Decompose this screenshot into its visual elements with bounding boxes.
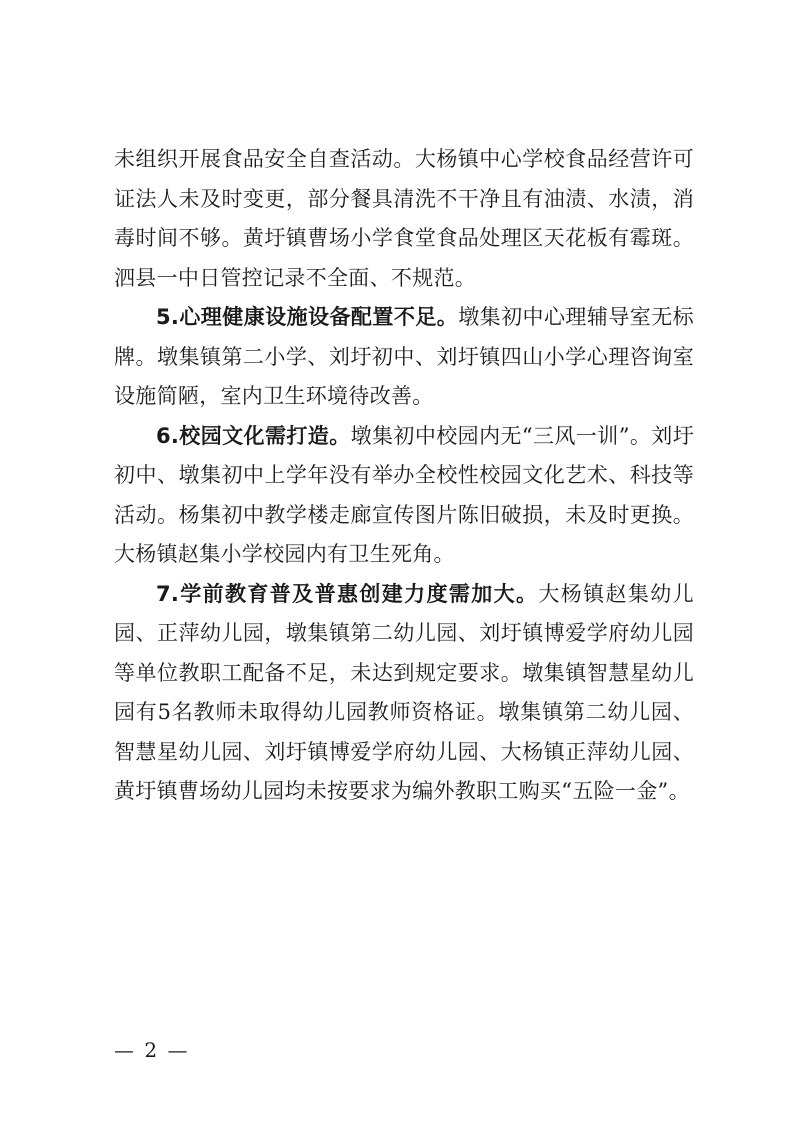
paragraph-item-6 [114,417,694,575]
paragraph-text: 墩集初中心理辅导室无标牌。墩集镇第二小学、刘圩初中、刘圩镇四山小学心理咨询室设施简陋，室内卫生环境待改善。 [114,305,694,408]
paragraph-heading: 7.学前教育普及普惠创建力度需加大。 [156,581,539,606]
paragraph-continuation [114,140,694,298]
paragraph-item-5 [114,298,694,417]
paragraph-heading: 6.校园文化需打造。 [156,423,351,448]
paragraph-text: 大杨镇赵集幼儿园、正萍幼儿园，墩集镇第二幼儿园、刘圩镇博爱学府幼儿园等单位教职工配备不足，未达到规定要求。墩集镇智慧星幼儿园有5名教师未取得幼儿园教师资格证。墩集镇第二幼儿园、智慧星幼儿园、刘圩镇博爱学府幼儿园、大杨镇正萍幼儿园、黄圩镇曹场幼儿园均未按要求为编外教职工购买“五险一金”。 [114,581,694,803]
paragraph-heading: 5.心理健康设施设备配置不足。 [156,305,459,329]
paragraph-item-7 [114,575,694,812]
document-body [114,140,694,812]
paragraph-text: 未组织开展食品安全自查活动。大杨镇中心学校食品经营许可证法人未及时变更，部分餐具清洗不干净且有油渍、水渍，消毒时间不够。黄圩镇曹场小学食堂食品处理区天花板有霉斑。泗县一中日管控记录不全面、不规范。 [114,147,694,290]
paragraph-text: 墩集初中校园内无“三风一训”。刘圩初中、墩集初中上学年没有举办全校性校园文化艺术、科技等活动。杨集初中教学楼走廊宣传图片陈旧破损，未及时更换。大杨镇赵集小学校园内有卫生死角。 [114,423,694,566]
page-number: — 2 — [114,1038,190,1062]
